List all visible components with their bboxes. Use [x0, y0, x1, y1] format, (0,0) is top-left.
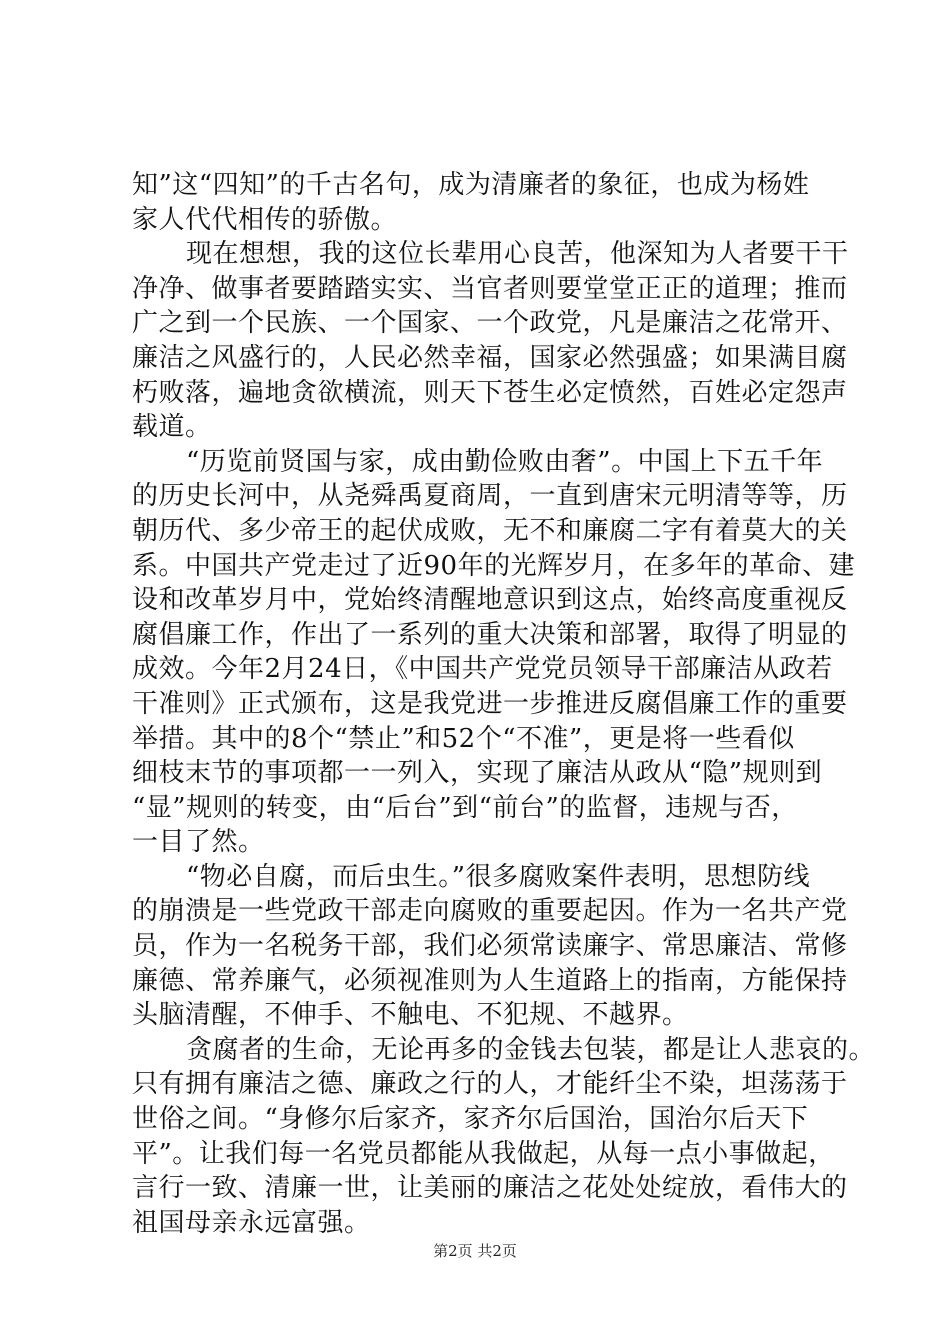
text-line: 设和改革岁月中，党始终清醒地意识到这点，始终高度重视反	[132, 585, 848, 616]
text-line: 员，作为一名税务干部，我们必须常读廉字、常思廉洁、常修	[132, 931, 848, 962]
text-line: 头脑清醒，不伸手、不触电、不犯规、不越界。	[132, 1000, 689, 1031]
text-line: 祖国母亲永远富强。	[132, 1207, 371, 1238]
text-line: 系。中国共产党走过了近90年的光辉岁月，在多年的革命、建	[132, 550, 856, 581]
text-line: 成效。今年2月24日，《中国共产党党员领导干部廉洁从政若	[132, 654, 833, 685]
page-number-label: 第2页 共2页	[433, 1242, 517, 1260]
text-line: 净净、做事者要踏踏实实、当官者则要堂堂正正的道理；推而	[132, 273, 848, 304]
text-line: “物必自腐，而后虫生。”很多腐败案件表明，思想防线	[186, 861, 811, 892]
page-footer	[0, 1240, 950, 1261]
text-line: 廉德、常养廉气，必须视准则为人生道路上的指南，方能保持	[132, 965, 848, 996]
text-line: 细枝末节的事项都一一列入，实现了廉洁从政从“隐”规则到	[132, 758, 823, 789]
text-line: 朝历代、多少帝王的起伏成败，无不和廉腐二字有着莫大的关	[132, 515, 848, 546]
text-line: 一目了然。	[132, 827, 265, 858]
text-line: 世俗之间。“身修尔后家齐，家齐尔后国治，国治尔后天下	[132, 1104, 809, 1135]
paragraph	[132, 237, 849, 445]
text-line: 平”。让我们每一名党员都能从我做起，从每一点小事做起，	[132, 1138, 835, 1169]
text-line: 朽败落，遍地贪欲横流，则天下苍生必定愤然，百姓必定怨声	[132, 377, 848, 408]
text-line: 腐倡廉工作，作出了一系列的重大决策和部署，取得了明显的	[132, 619, 848, 650]
text-line: 举措。其中的8个“禁止”和52个“不准”，更是将一些看似	[132, 723, 795, 754]
text-line: 的崩溃是一些党政干部走向腐败的重要起因。作为一名共产党	[132, 896, 848, 927]
text-line: 现在想想，我的这位长辈用心良苦，他深知为人者要干干	[186, 239, 849, 270]
text-line: 广之到一个民族、一个国家、一个政党，凡是廉洁之花常开、	[132, 308, 848, 339]
text-line: “显”规则的转变，由“后台”到“前台”的监督，违规与否，	[132, 792, 798, 823]
document-body	[132, 168, 876, 1240]
text-line: 言行一致、清廉一世，让美丽的廉洁之花处处绽放，看伟大的	[132, 1173, 848, 1204]
paragraph	[132, 860, 848, 1033]
paragraph	[132, 168, 842, 237]
text-line: 载道。	[132, 412, 212, 443]
text-line: 知”这“四知”的千古名句，成为清廉者的象征，也成为杨姓	[132, 170, 810, 200]
paragraph	[132, 445, 856, 860]
text-line: 廉洁之风盛行的，人民必然幸福，国家必然强盛；如果满目腐	[132, 342, 848, 373]
text-line: 的历史长河中，从尧舜禹夏商周，一直到唐宋元明清等等，历	[132, 481, 848, 512]
text-line: 家人代代相传的骄傲。	[132, 204, 398, 235]
paragraph	[132, 1033, 876, 1241]
text-line: 贪腐者的生命，无论再多的金钱去包装，都是让人悲哀的。	[186, 1034, 876, 1065]
text-line: “历览前贤国与家，成由勤俭败由奢”。中国上下五千年	[186, 446, 824, 477]
text-line: 只有拥有廉洁之德、廉政之行的人，才能纤尘不染，坦荡荡于	[132, 1069, 848, 1100]
text-line: 干准则》正式颁布，这是我党进一步推进反腐倡廉工作的重要	[132, 688, 848, 719]
